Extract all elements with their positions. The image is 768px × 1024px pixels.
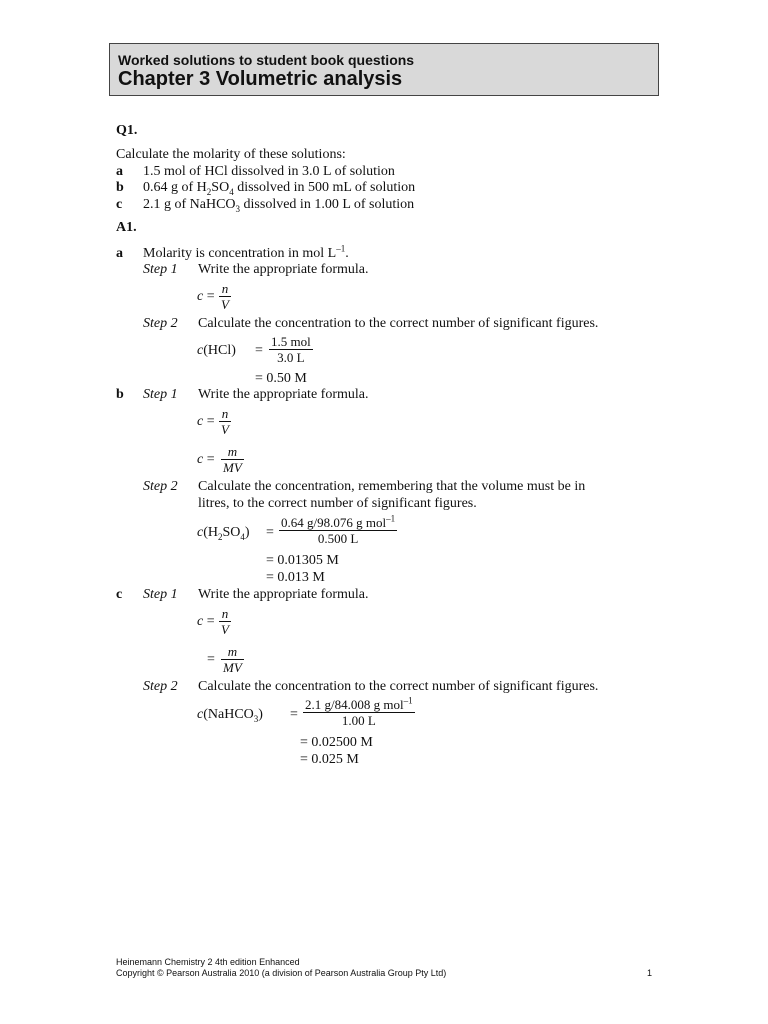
answer-a-intro: Molarity is concentration in mol $L^{-1}$.: [143, 243, 349, 261]
step-label: Step 2: [143, 316, 178, 331]
answer-part-letter: b: [116, 387, 124, 402]
formula-fraction: n V: [221, 406, 229, 437]
question-item-letter: c: [116, 197, 123, 212]
formula-fraction: m MV: [223, 444, 242, 475]
header-subtitle: Worked solutions to student book questions: [118, 52, 415, 68]
question-intro: Calculate the molarity of these solutions:: [116, 147, 346, 162]
formula-fraction: m MV: [223, 644, 242, 675]
formula-equals: =: [207, 652, 215, 667]
formula-lhs: c =: [197, 452, 215, 467]
step-label: Step 2: [143, 679, 178, 694]
step-label: Step 1: [143, 587, 178, 602]
step-text: litres, to the correct number of significant figures.: [198, 496, 477, 511]
step-text: Calculate the concentration to the correct number of significant figures.: [198, 316, 599, 331]
calc-result: = 0.01305 M: [266, 553, 339, 568]
answer-label: A1.: [116, 220, 137, 235]
question-label: Q1.: [116, 123, 138, 138]
calc-lhs: $c(H_2SO_4)$: [197, 525, 250, 542]
formula-fraction: n V: [221, 281, 229, 312]
question-item-letter: b: [116, 180, 124, 195]
step-label: Step 1: [143, 387, 178, 402]
chapter-title: Chapter 3 Volumetric analysis: [118, 68, 403, 90]
calc-result: = 0.013 M: [266, 570, 325, 585]
question-item-text: 0.64 g of $H_2SO_4$ dissolved in 500 mL of solution: [143, 180, 416, 197]
calc-equals: =: [290, 707, 298, 722]
calc-fraction: 1.5 mol 3.0 L: [271, 334, 311, 365]
step-text: Write the appropriate formula.: [198, 262, 369, 277]
calc-equals: =: [255, 343, 263, 358]
footer-book-title: Heinemann Chemistry 2 4th edition Enhanced: [116, 957, 300, 967]
calc-fraction: 2.1 g/84.008 g mol$^{-1}$ 1.00 L: [305, 695, 413, 728]
step-label: Step 1: [143, 262, 178, 277]
answer-part-letter: a: [116, 246, 123, 261]
formula-fraction: n V: [221, 606, 229, 637]
question-item-text: 1.5 mol of HCl dissolved in 3.0 L of solution: [143, 164, 395, 179]
page-number: 1: [647, 968, 653, 978]
step-text: Write the appropriate formula.: [198, 387, 369, 402]
formula-lhs: c =: [197, 414, 215, 429]
calc-lhs: c(NaHCO$_3$): [197, 707, 263, 724]
calc-result: = 0.025 M: [300, 752, 359, 767]
step-label: Step 2: [143, 479, 178, 494]
chapter-header: [109, 43, 659, 96]
calc-result: = 0.50 M: [255, 371, 307, 386]
calc-lhs: c(HCl): [197, 343, 236, 358]
footer-copyright: Copyright © Pearson Australia 2010 (a division of Pearson Australia Group Pty Ltd): [116, 968, 447, 978]
step-text: Write the appropriate formula.: [198, 587, 369, 602]
question-item-letter: a: [116, 164, 123, 179]
calc-result: = 0.02500 M: [300, 735, 373, 750]
calc-fraction: 0.64 g/98.076 g mol$^{-1}$ 0.500 L: [281, 513, 396, 546]
question-item-text: 2.1 g of NaHCO$_3$ dissolved in 1.00 L of solution: [143, 197, 415, 214]
answer-part-letter: c: [116, 587, 123, 602]
step-text: Calculate the concentration to the correct number of significant figures.: [198, 679, 599, 694]
formula-lhs: c =: [197, 614, 215, 629]
step-text: Calculate the concentration, remembering that the volume must be in: [198, 479, 586, 494]
formula-lhs: c =: [197, 289, 215, 304]
calc-equals: =: [266, 525, 274, 540]
